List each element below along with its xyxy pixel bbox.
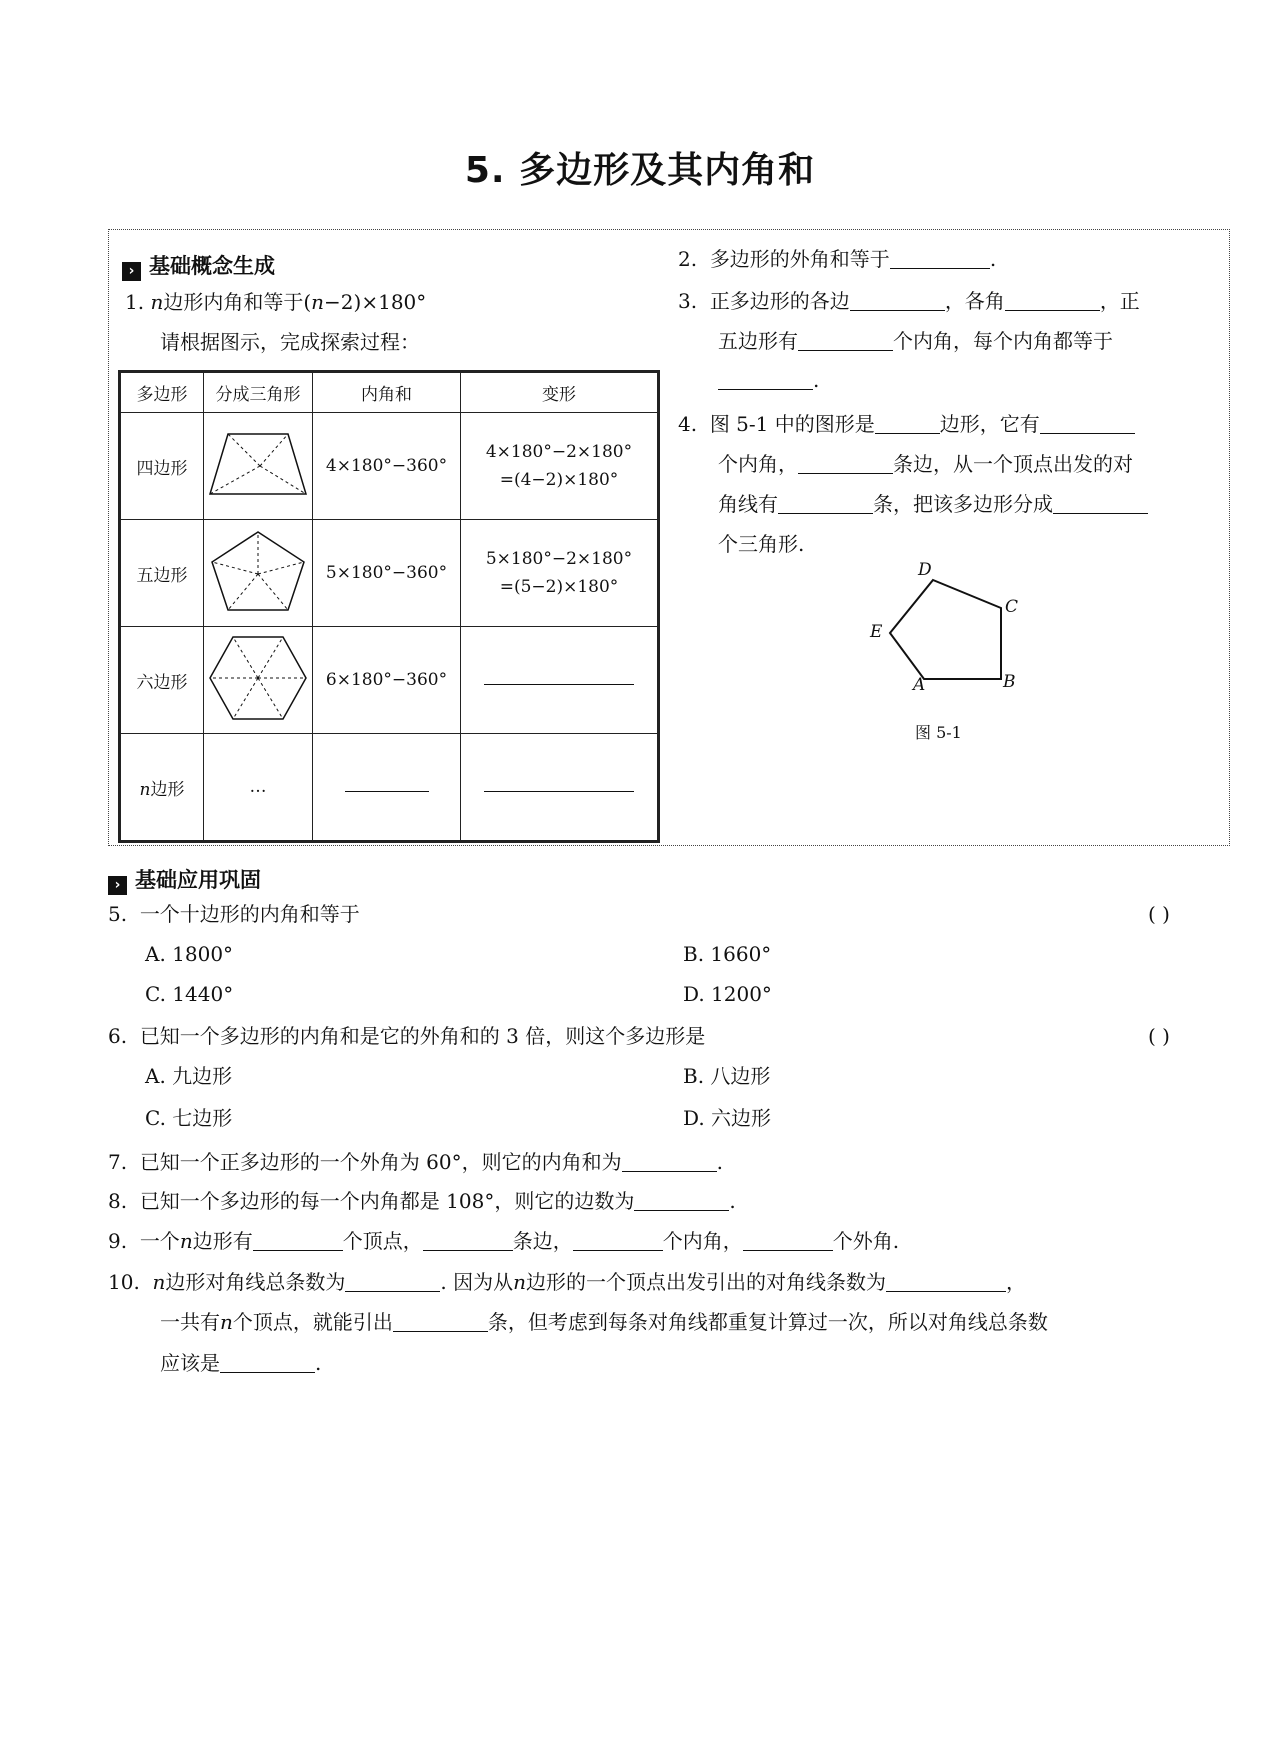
answer-blank[interactable] xyxy=(484,791,634,792)
q-text: 边形的一个顶点出发引出的对角线条数为 xyxy=(526,1270,887,1294)
transform-cell xyxy=(461,734,658,841)
q-text: 角线有 xyxy=(718,492,778,516)
q-number: 2. xyxy=(678,247,698,271)
question-10-line3 xyxy=(160,1351,321,1375)
q-text: . 因为从 xyxy=(440,1270,514,1294)
q-text: . xyxy=(989,247,997,271)
ellipsis: … xyxy=(204,734,313,841)
chevron-right-icon: › xyxy=(122,262,141,281)
n-var: n xyxy=(311,290,325,314)
q-text: 一个十边形的内角和等于 xyxy=(139,902,360,926)
answer-blank[interactable] xyxy=(718,371,813,390)
answer-blank[interactable] xyxy=(886,1273,1006,1292)
option-c[interactable]: C. 1440° xyxy=(145,982,234,1006)
answer-blank[interactable] xyxy=(345,1273,440,1292)
shape-name: 六边形 xyxy=(121,627,204,734)
shape-name-text: 边形 xyxy=(150,779,185,800)
table-header: 分成三角形 xyxy=(204,373,313,413)
transform-line: =(5−2)×180° xyxy=(499,577,619,597)
q-number: 8. xyxy=(108,1189,128,1213)
table-row xyxy=(121,627,658,734)
vertex-label-d: D xyxy=(918,560,932,580)
table-row xyxy=(121,520,658,627)
q-text: 边形内角和等于( xyxy=(163,290,312,314)
exploration-table xyxy=(120,372,658,841)
shape-name: 五边形 xyxy=(121,520,204,627)
q-text: 条，但考虑到每条对角线都重复计算过一次，所以对角线总条数 xyxy=(487,1310,1048,1334)
answer-blank[interactable] xyxy=(573,1232,663,1251)
option-b[interactable]: B. 八边形 xyxy=(683,1064,771,1088)
answer-paren[interactable]: ( ) xyxy=(1148,1024,1170,1048)
angle-sum: 4×180°−360° xyxy=(313,413,461,520)
q-text: 一个 xyxy=(139,1229,180,1253)
n-var: n xyxy=(220,1310,233,1334)
answer-blank[interactable] xyxy=(1053,495,1148,514)
answer-blank[interactable] xyxy=(393,1313,488,1332)
hexagon-figure xyxy=(204,627,313,734)
answer-paren[interactable]: ( ) xyxy=(1148,902,1170,926)
transform-line: 4×180°−2×180° xyxy=(485,442,633,462)
section-heading-application xyxy=(108,864,261,895)
transform-line: =(4−2)×180° xyxy=(499,470,619,490)
q-text: 个顶点， xyxy=(342,1229,423,1253)
table-header: 变形 xyxy=(461,373,658,413)
q-text: 个内角， xyxy=(718,452,798,476)
question-2 xyxy=(678,247,996,271)
q-text: 个顶点，就能引出 xyxy=(232,1310,393,1334)
q-text: 应该是 xyxy=(160,1351,220,1375)
section-label: 基础应用巩固 xyxy=(135,868,261,892)
answer-blank[interactable] xyxy=(220,1354,315,1373)
n-var: n xyxy=(139,779,151,800)
q-text: ， xyxy=(1006,1270,1027,1294)
option-d[interactable]: D. 1200° xyxy=(683,982,772,1006)
q-text: 五边形有 xyxy=(718,329,798,353)
answer-blank[interactable] xyxy=(423,1232,513,1251)
option-a[interactable]: A. 1800° xyxy=(145,942,234,966)
page-title: 5. 多边形及其内角和 xyxy=(464,150,816,191)
answer-blank[interactable] xyxy=(622,1153,717,1172)
q-text: 个外角. xyxy=(832,1229,900,1253)
answer-blank[interactable] xyxy=(798,332,893,351)
angle-sum xyxy=(313,734,461,841)
q-text: 已知一个正多边形的一个外角为 60°，则它的内角和为 xyxy=(139,1150,622,1174)
shape-name: 四边形 xyxy=(121,413,204,520)
question-4-line3 xyxy=(718,492,1148,516)
q-number: 5. xyxy=(108,902,128,926)
transform-line: 5×180°−2×180° xyxy=(485,549,633,569)
q-text: . xyxy=(716,1150,723,1174)
transform-cell xyxy=(461,413,658,520)
q-number: 7. xyxy=(108,1150,128,1174)
answer-blank[interactable] xyxy=(890,250,990,269)
n-var: n xyxy=(152,1270,166,1294)
q-text: 一共有 xyxy=(160,1310,220,1334)
answer-blank[interactable] xyxy=(634,1192,729,1211)
q-text: 条边，从一个顶点出发的对 xyxy=(893,452,1133,476)
q-text: 已知一个多边形的内角和是它的外角和的 3 倍，则这个多边形是 xyxy=(139,1024,706,1048)
question-10-line2 xyxy=(160,1310,1048,1334)
answer-blank[interactable] xyxy=(875,415,940,434)
question-5 xyxy=(108,902,360,926)
chevron-right-icon: › xyxy=(108,876,127,895)
question-1 xyxy=(125,290,426,314)
option-c[interactable]: C. 七边形 xyxy=(145,1106,233,1130)
transform-cell xyxy=(461,627,658,734)
q-number: 3. xyxy=(678,289,698,313)
n-var: n xyxy=(179,1229,193,1253)
q-text: −2)×180° xyxy=(324,290,427,314)
question-7 xyxy=(108,1150,723,1174)
question-3 xyxy=(678,289,1140,313)
answer-blank[interactable] xyxy=(778,495,873,514)
shape-name xyxy=(121,734,204,841)
option-a[interactable]: A. 九边形 xyxy=(145,1064,233,1088)
q-text: 多边形的外角和等于 xyxy=(709,247,890,271)
q-number: 9. xyxy=(108,1229,128,1253)
question-3-line3 xyxy=(718,368,819,392)
q-text: 条边， xyxy=(512,1229,573,1253)
q-text: 边形有 xyxy=(192,1229,253,1253)
pentagon-figure xyxy=(204,520,313,627)
option-b[interactable]: B. 1660° xyxy=(683,942,772,966)
q-number: 10. xyxy=(108,1270,140,1294)
q-text: 个内角，每个内角都等于 xyxy=(893,329,1113,353)
answer-blank[interactable] xyxy=(850,292,945,311)
q-text: 已知一个多边形的每一个内角都是 108°，则它的边数为 xyxy=(139,1189,635,1213)
answer-blank[interactable] xyxy=(1005,292,1100,311)
question-8 xyxy=(108,1189,736,1213)
q-text: . xyxy=(315,1351,322,1375)
section-label: 基础概念生成 xyxy=(149,254,275,278)
table-row xyxy=(121,734,658,841)
angle-sum: 6×180°−360° xyxy=(313,627,461,734)
q-text: ，各角 xyxy=(944,289,1005,313)
answer-blank[interactable] xyxy=(253,1232,343,1251)
table-header: 多边形 xyxy=(121,373,204,413)
answer-blank[interactable] xyxy=(798,455,893,474)
q-text: 边形，它有 xyxy=(939,412,1040,436)
option-d[interactable]: D. 六边形 xyxy=(683,1106,772,1130)
q-text: 条，把该多边形分成 xyxy=(873,492,1053,516)
answer-blank[interactable] xyxy=(1040,415,1135,434)
answer-blank[interactable] xyxy=(743,1232,833,1251)
transform-cell xyxy=(461,520,658,627)
vertex-label-a: A xyxy=(913,675,926,695)
question-4 xyxy=(678,412,1135,436)
q-text: . xyxy=(729,1189,736,1213)
figure-caption: 图 5-1 xyxy=(915,723,962,742)
table-row xyxy=(121,413,658,520)
n-var: n xyxy=(513,1270,527,1294)
quadrilateral-figure xyxy=(204,413,313,520)
question-4-line2 xyxy=(718,452,1133,476)
vertex-label-c: C xyxy=(1005,597,1019,617)
q-text: 边形对角线总条数为 xyxy=(165,1270,346,1294)
q-number: 6. xyxy=(108,1024,128,1048)
q-text: ，正 xyxy=(1099,289,1140,313)
answer-blank[interactable] xyxy=(345,791,429,792)
q-number: 4. xyxy=(678,412,698,436)
question-10 xyxy=(108,1270,1026,1294)
angle-sum: 5×180°−360° xyxy=(313,520,461,627)
q-text: 个内角， xyxy=(662,1229,743,1253)
question-6 xyxy=(108,1024,705,1048)
q-text: 正多边形的各边 xyxy=(709,289,850,313)
answer-blank[interactable] xyxy=(484,684,634,685)
q-text: 图 5-1 中的图形是 xyxy=(709,412,875,436)
question-3-line2 xyxy=(718,329,1113,353)
question-4-line4: 个三角形. xyxy=(718,532,805,556)
n-var: n xyxy=(150,290,164,314)
vertex-label-e: E xyxy=(870,622,883,642)
question-9 xyxy=(108,1229,899,1253)
q1-instruction: 请根据图示，完成探索过程： xyxy=(160,330,420,354)
q-number: 1. xyxy=(125,290,145,314)
table-header: 内角和 xyxy=(313,373,461,413)
vertex-label-b: B xyxy=(1003,672,1016,692)
q-text: . xyxy=(813,368,820,392)
section-heading-concept xyxy=(122,250,275,281)
